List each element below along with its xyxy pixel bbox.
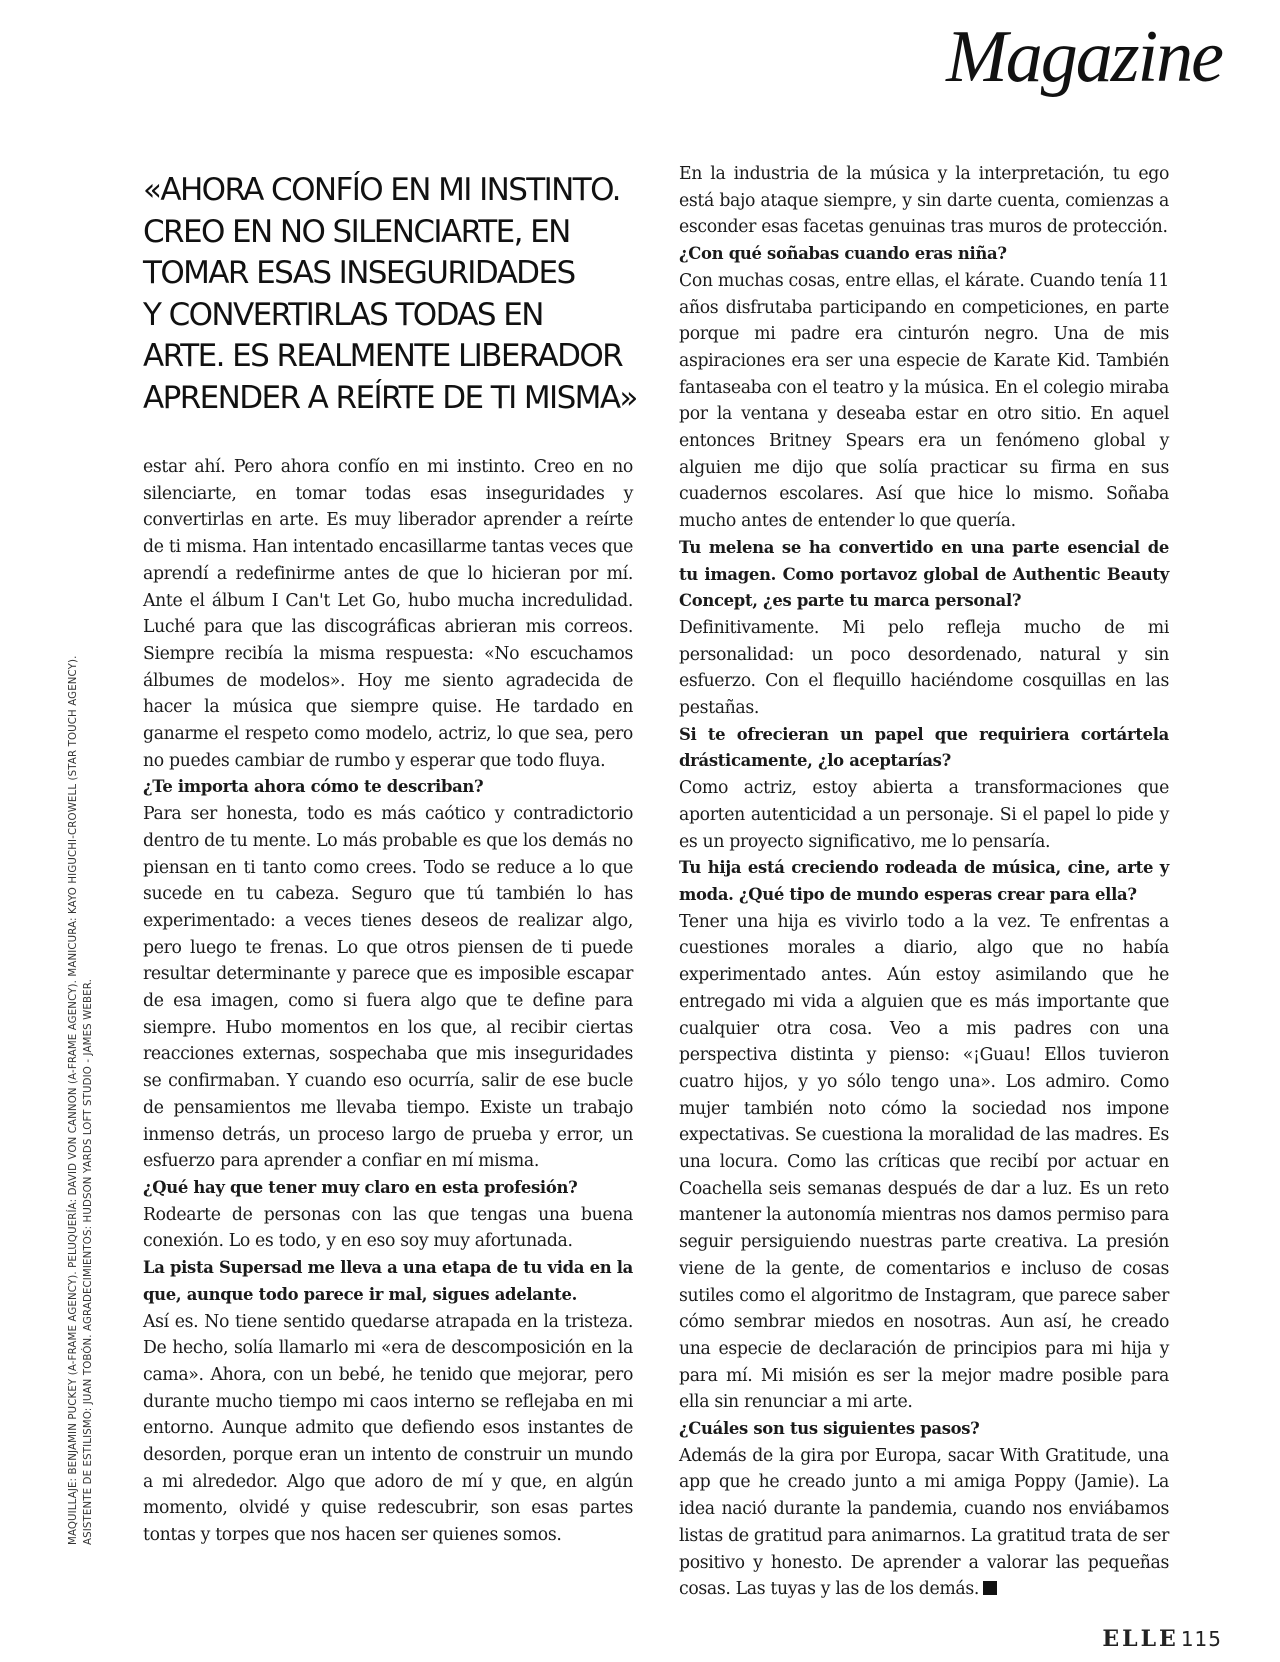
page-number: 115 (1180, 1627, 1222, 1651)
end-mark-icon (983, 1581, 997, 1595)
interview-question: ¿Qué hay que tener muy claro en esta profesión? (143, 1177, 578, 1197)
interview-question: ¿Con qué soñabas cuando eras niña? (679, 244, 1007, 264)
article-column-left (143, 454, 633, 1549)
body-paragraph: Definitivamente. Mi pelo refleja mucho de mi personalidad: un poco desordenado, natural y sin esfuerzo. Con el flequillo haciéndome cosquillas en las pestañas. (679, 617, 1169, 719)
body-paragraph: Tener una hija es vivirlo todo a la vez. Te enfrentas a cuestiones morales a diario, algo que no había experimentado antes. Aún estoy asimilando que he entregado mi vida a alguien que es más importante que cualquier otra cosa. Veo a mis padres con una perspectiva distinta y pienso: «¡Guau! Ellos tuvieron cuatro hijos, y yo sólo tengo una». Los admiro. Como mujer también noto cómo la sociedad nos impone expectativas. Se cuestiona la moralidad de las madres. Es una locura. Como las críticas que recibí por actuar en Coachella seis semanas después de dar a luz. Es un reto mantener la autonomía mientras nos damos permiso para seguir persiguiendo nuestras parte creativa. La presión viene de la gente, de comentarios e incluso de cosas sutiles como el algoritmo de Instagram, que parece saber cómo sembrar miedos en nosotras. Aun así, he creado una especie de declaración de principios para mi hija y para mí. Mi misión es ser la mejor madre posible para ella sin renunciar a mi arte. (679, 911, 1169, 1413)
body-paragraph: Para ser honesta, todo es más caótico y contradictorio dentro de tu mente. Lo más probable es que los demás no piensan en ti tanto como crees. Todo se reduce a lo que sucede en tu cabeza. Seguro que tú también lo has experimentado: a veces tienes deseos de realizar algo, pero luego te frenas. Lo que otros piensen de ti puede resultar determinante y parece que es imposible escapar de esa imagen, como si fuera algo que te define para siempre. Hubo momentos en los que, al recibir ciertas reacciones externas, sospechaba que mis inseguridades se confirmaban. Y cuando eso ocurría, salir de ese bucle de pensamientos me llevaba tiempo. Existe un trabajo inmenso detrás, un proceso largo de prueba y error, un esfuerzo para aprender a confiar en mí misma. (143, 804, 633, 1172)
body-paragraph-final (679, 1443, 1169, 1603)
article-column-right (679, 161, 1169, 1603)
interview-question: ¿Cuáles son tus siguientes pasos? (679, 1419, 980, 1439)
page-footer (1102, 1626, 1222, 1652)
body-paragraph: Así es. No tiene sentido quedarse atrapada en la tristeza. De hecho, solía llamarlo mi «era de descomposición en la cama». Ahora, con un bebé, he tenido que mejorar, pero durante mucho tiempo mi caos interno se reflejaba en mi entorno. Aunque admito que defiendo esos instantes de desorden, porque eran un intento de construir un mundo a mi alrededor. Algo que adoro de mí y que, en algún momento, olvidé y quise redescubrir, son esas partes tontas y torpes que nos hacen ser quienes somos. (143, 1311, 633, 1546)
body-paragraph: Con muchas cosas, entre ellas, el kárate. Cuando tenía 11 años disfrutaba participando en competiciones, en parte porque mi padre era cinturón negro. Una de mis aspiraciones era ser una especie de Karate Kid. También fantaseaba con el teatro y la música. En el colegio miraba por la ventana y deseaba estar en otro sitio. En aquel entonces Britney Spears era un fenómeno global y alguien me dijo que solía practicar su firma en sus cuadernos escolares. Así que hice lo mismo. Soñaba mucho antes de entender lo que quería. (679, 270, 1169, 532)
interview-question: Si te ofrecieran un papel que requiriera cortártela drásticamente, ¿lo aceptarías? (679, 724, 1169, 771)
section-title: Magazine (946, 16, 1222, 98)
pull-quote (143, 170, 643, 419)
pull-quote-line: CREO EN NO SILENCIARTE, EN (143, 213, 570, 250)
magazine-logo: ELLE (1102, 1626, 1179, 1652)
interview-question: Tu melena se ha convertido en una parte esencial de tu imagen. Como portavoz global de Authentic Beauty Concept, ¿es parte tu marca personal? (679, 537, 1169, 611)
body-paragraph: En la industria de la música y la interpretación, tu ego está bajo ataque siempre, y sin darte cuenta, comienzas a esconder esas facetas genuinas tras muros de protección. (679, 164, 1169, 238)
pull-quote-line: Y CONVERTIRLAS TODAS EN (143, 296, 543, 333)
interview-question: Tu hija está creciendo rodeada de música, cine, arte y moda. ¿Qué tipo de mundo esperas crear para ella? (679, 858, 1169, 904)
credits-line: ASISTENTE DE ESTILISMO: JUAN TOBÓN. AGRADECIMIENTOS: HUDSON YARDS LOFT STUDIO - JAMES WEBER. (83, 979, 94, 1545)
interview-question: La pista Supersad me lleva a una etapa de tu vida en la que, aunque todo parece ir mal, sigues adelante. (143, 1258, 633, 1304)
interview-question: ¿Te importa ahora cómo te describan? (143, 777, 484, 797)
body-paragraph: estar ahí. Pero ahora confío en mi instinto. Creo en no silenciarte, en tomar todas esas inseguridades y convertirlas en arte. Es muy liberador aprender a reírte de ti misma. Han intentado encasillarme tantas veces que aprendí a redefinirme antes de que lo hicieran por mí. Ante el álbum I Can't Let Go, hubo mucha incredulidad. Luché para que las discográficas abrieran mis correos. Siempre recibía la misma respuesta: «No escuchamos álbumes de modelos». Hoy me siento agradecida de hacer la música que siempre quise. He tardado en ganarme el respeto como modelo, actriz, lo que sea, pero no puedes cambiar de rumbo y esperar que todo fluya. (143, 457, 633, 771)
body-paragraph: Rodearte de personas con las que tengas una buena conexión. Lo es todo, y en eso soy muy afortunada. (143, 1204, 633, 1252)
credits-line: MAQUILLAJE: BENJAMIN PUCKEY (A-FRAME AGENCY). PELUQUERÍA: DAVID VON CANNON (A-FRAME AGENCY). MANICURA: KAYO HIGUCHI-CROWELL (STAR TOUCH AGENCY). (68, 655, 79, 1545)
final-paragraph-text: Además de la gira por Europa, sacar With Gratitude, una app que he creado junto a mi amiga Poppy (Jamie). La idea nació durante la pandemia, cuando nos enviábamos listas de gratitud para animarnos. La gratitud trata de ser positivo y honesto. De aprender a valorar las pequeñas cosas. Las tuyas y las de los demás. (679, 1445, 1169, 1600)
pull-quote-line: APRENDER A REÍRTE DE TI MISMA» (143, 379, 637, 416)
body-paragraph: Como actriz, estoy abierta a transformaciones que aporten autenticidad a un personaje. Si el papel lo pide y es un proyecto significativo, me lo pensaría. (679, 778, 1169, 852)
pull-quote-line: TOMAR ESAS INSEGURIDADES (143, 255, 575, 291)
pull-quote-line: ARTE. ES REALMENTE LIBERADOR (143, 338, 623, 374)
pull-quote-line: «AHORA CONFÍO EN MI INSTINTO. (143, 172, 620, 208)
photo-credits (66, 585, 96, 1545)
